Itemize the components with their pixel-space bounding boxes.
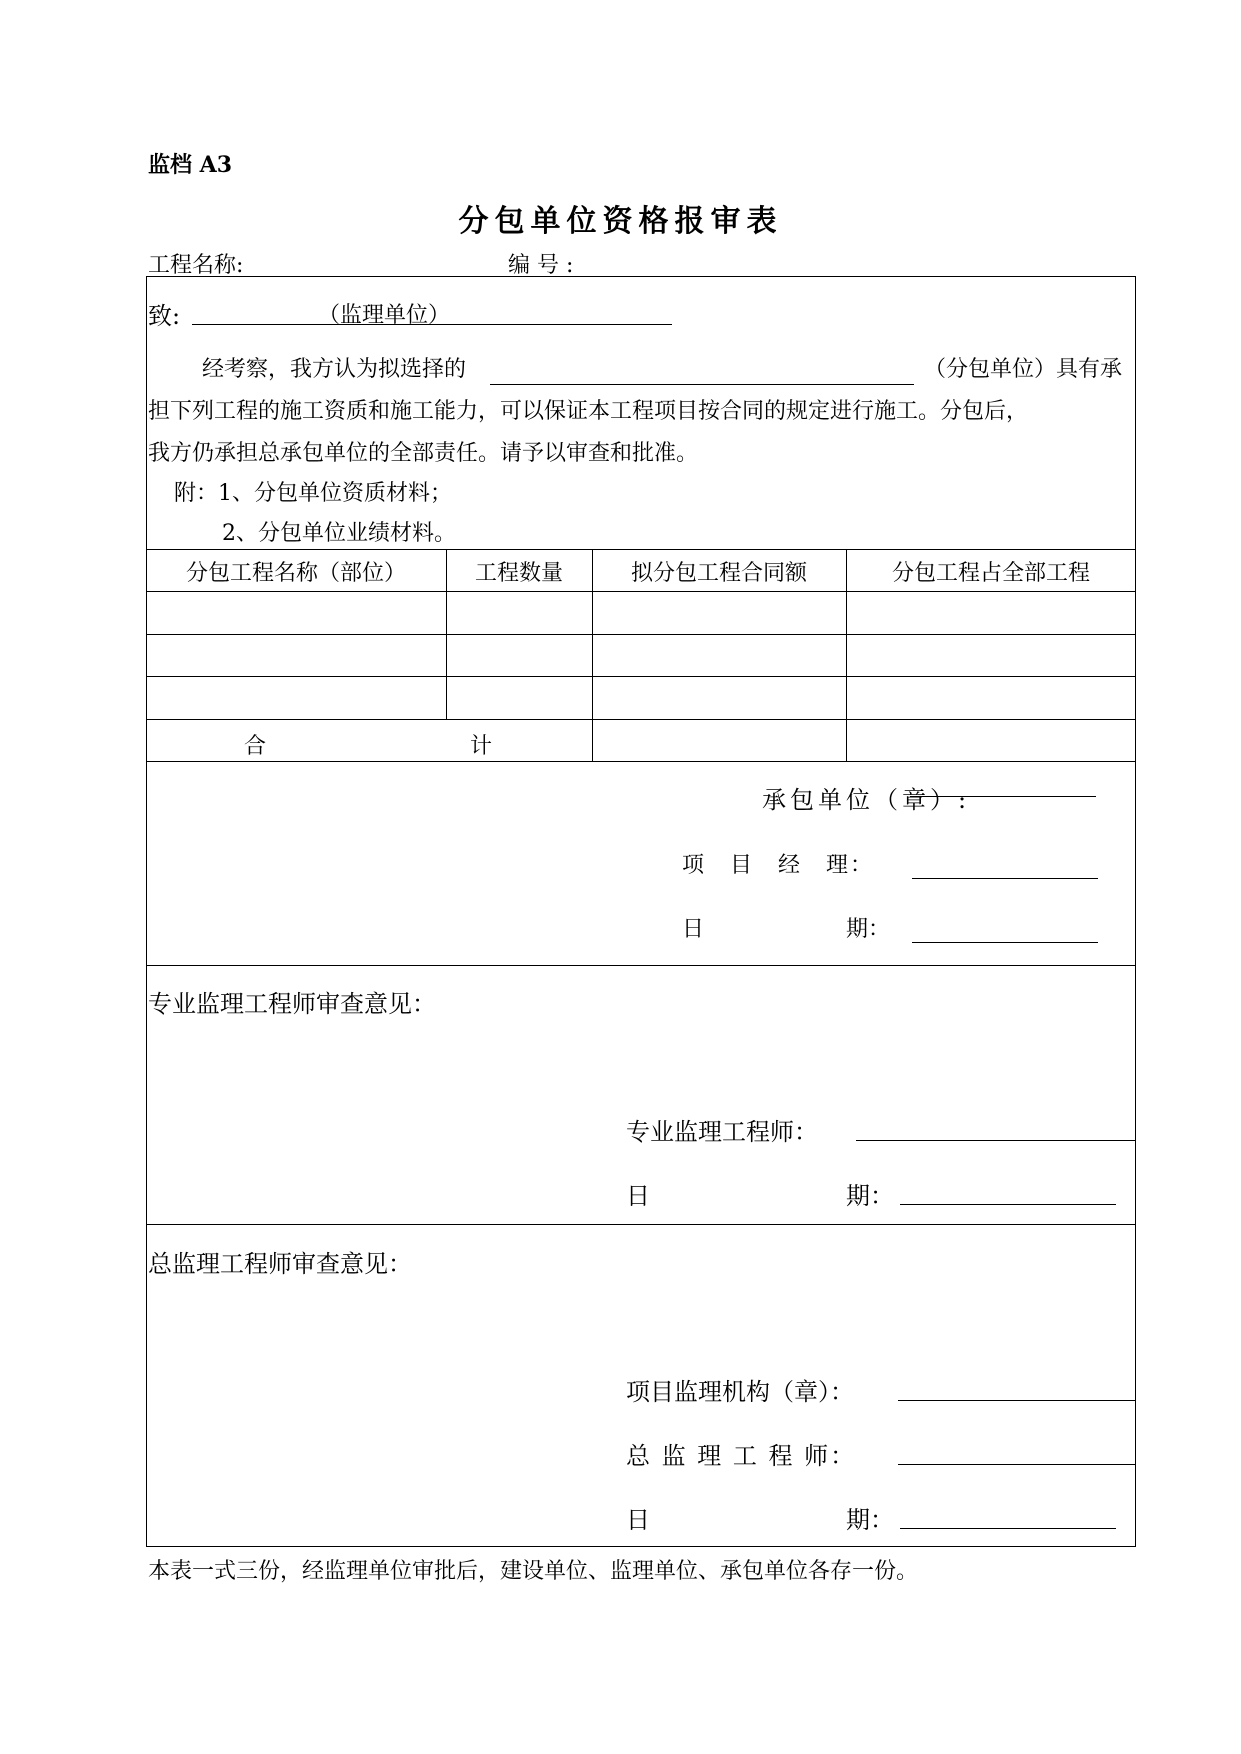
- specialist-date-right: 期：: [846, 1182, 894, 1210]
- contractor-date-right: 期：: [846, 917, 891, 942]
- intro-sub-hint: （分包单位）具有承: [924, 357, 1123, 382]
- chief-engineer-label: 总 监 理 工 程 师：: [626, 1442, 857, 1470]
- specialist-date-line[interactable]: [900, 1204, 1116, 1205]
- chief-engineer-line[interactable]: [898, 1464, 1136, 1465]
- specialist-date-left: 日: [626, 1182, 650, 1210]
- project-manager-line[interactable]: [912, 878, 1098, 879]
- number-label: 编 号 :: [508, 253, 574, 278]
- table-header-cell: 工程数量: [474, 561, 563, 586]
- form-code: 监档 A3: [148, 152, 233, 178]
- table-top-border: [146, 549, 1136, 550]
- contractor-unit-text: 承包单位（章）:: [762, 786, 971, 814]
- table-total-border: [146, 761, 1136, 762]
- project-name-label: 工程名称:: [148, 253, 244, 278]
- chief-opinion-label: 总监理工程师审查意见：: [148, 1250, 412, 1278]
- total-label-left: 合: [244, 734, 267, 759]
- intro-line-2: 担下列工程的施工资质和施工能力，可以保证本工程项目按合同的规定进行施工。分包后，: [148, 399, 1029, 424]
- section-divider: [146, 1224, 1136, 1225]
- specialist-opinion-label: 专业监理工程师审查意见：: [148, 990, 436, 1018]
- supervision-org-line[interactable]: [898, 1400, 1136, 1401]
- supervision-org-label: 项目监理机构（章）：: [626, 1378, 854, 1406]
- supervisor-unit-hint: （监理单位）: [318, 303, 451, 328]
- table-header-cell: 拟分包工程合同额: [630, 561, 807, 586]
- attachment-2: 2、分包单位业绩材料。: [222, 521, 456, 546]
- section-divider: [146, 965, 1136, 966]
- attachment-1: 附：1、分包单位资质材料；: [174, 481, 452, 506]
- contractor-date-line[interactable]: [912, 942, 1098, 943]
- page-title: 分包单位资格报审表: [458, 204, 783, 239]
- table-header-border: [146, 591, 1136, 592]
- chief-date-line[interactable]: [900, 1528, 1116, 1529]
- project-manager-label: 项 目 经 理：: [682, 853, 875, 878]
- specialist-engineer-label: 专业监理工程师：: [626, 1118, 818, 1146]
- table-header-cell: 分包工程占全部工程: [891, 561, 1090, 586]
- contractor-unit-strike: [910, 796, 1096, 797]
- intro-para-start: 经考察，我方认为拟选择的: [202, 357, 467, 382]
- subcontractor-name-line[interactable]: [490, 384, 914, 385]
- contractor-date-left: 日: [682, 917, 705, 942]
- chief-date-left: 日: [626, 1506, 650, 1534]
- intro-line-3: 我方仍承担总承包单位的全部责任。请予以审查和批准。: [148, 441, 699, 466]
- table-row-border: [146, 634, 1136, 635]
- contractor-unit-label: [762, 780, 970, 815]
- table-row-border: [146, 719, 1136, 720]
- footer-note: 本表一式三份，经监理单位审批后，建设单位、监理单位、承包单位各存一份。: [148, 1559, 919, 1584]
- chief-date-right: 期：: [846, 1506, 894, 1534]
- table-header-cell: 分包工程名称（部位）: [185, 561, 406, 586]
- table-row-border: [146, 676, 1136, 677]
- to-label: 致:: [148, 302, 181, 330]
- total-label-right: 计: [470, 734, 493, 759]
- specialist-engineer-line[interactable]: [856, 1140, 1136, 1141]
